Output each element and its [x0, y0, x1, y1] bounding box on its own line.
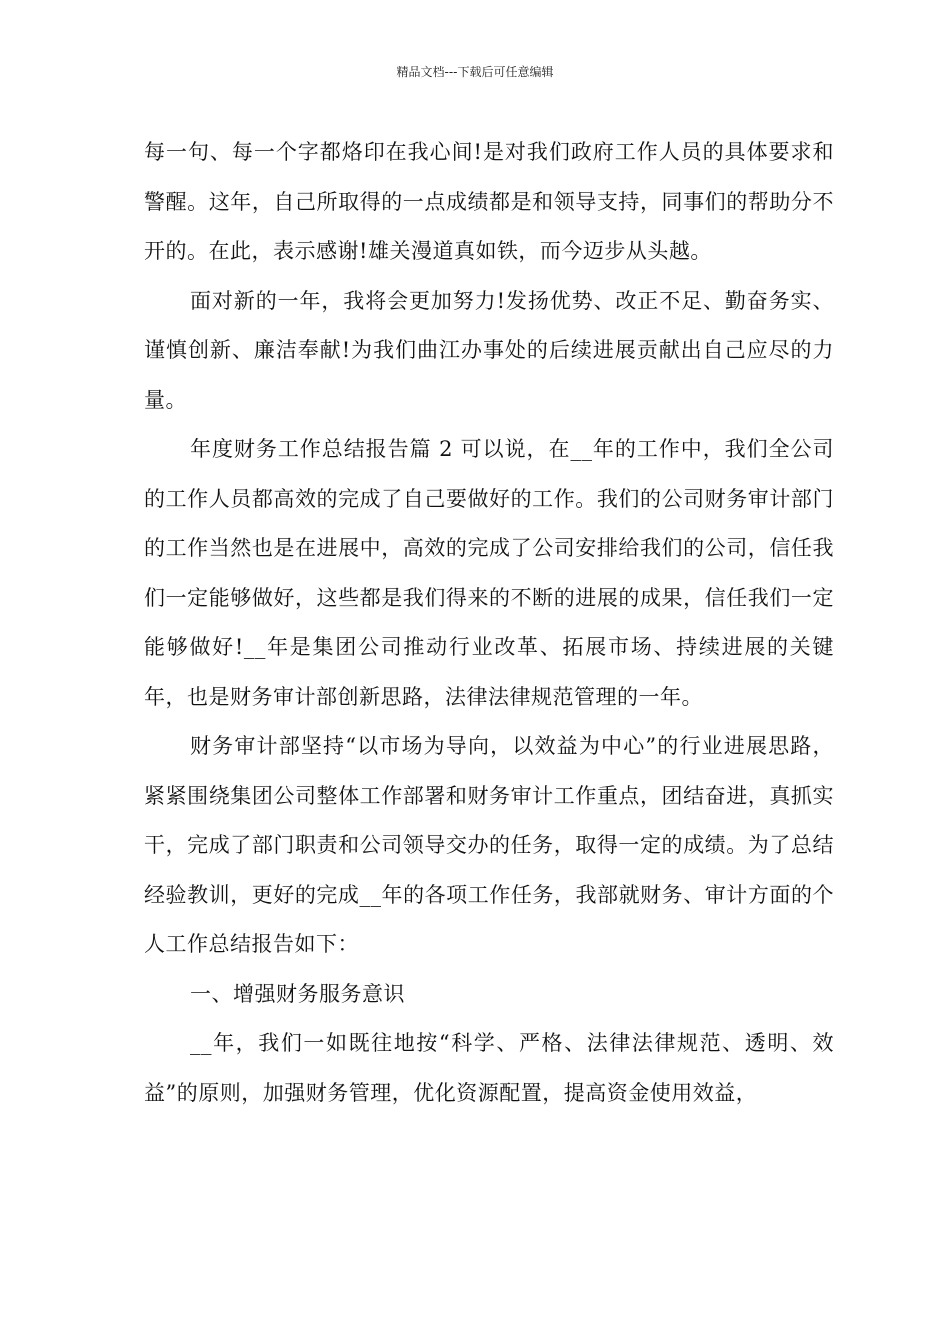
- paragraph-report-part-2-intro: 年度财务工作总结报告篇 2 可以说，在__年的工作中，我们全公司的工作人员都高效的完成了自己要做好的工作。我们的公司财务审计部门的工作当然也是在进展中，高效的完成了公司安排给我们的公司，信任我们一定能够做好，这些都是我们得来的不断的进展的成果，信任我们一定能够做好!__年是集团公司推动行业改革、拓展市场、持续进展的关键年，也是财务审计部创新思路，法律法律规范管理的一年。: [144, 437, 834, 709]
- paragraph-new-year-resolution: 面对新的一年，我将会更加努力!发扬优势、改正不足、勤奋务实、谨慎创新、廉洁奉献!为我们曲江办事处的后续进展贡献出自己应尽的力量。: [144, 288, 834, 412]
- page-header: 精品文档---下载后可任意编辑: [396, 65, 554, 79]
- section-heading-service-awareness: 一、增强财务服务意识: [190, 981, 405, 1006]
- document-body: [144, 128, 834, 1118]
- paragraph-department-summary: 财务审计部坚持“以市场为导向，以效益为中心”的行业进展思路，紧紧围绕集团公司整体工作部署和财务审计工作重点，团结奋进，真抓实干，完成了部门职责和公司领导交办的任务，取得一定的成绩。为了总结经验教训，更好的完成__年的各项工作任务，我部就财务、审计方面的个人工作总结报告如下：: [144, 734, 834, 956]
- paragraph-gratitude: 每一句、每一个字都烙印在我心间!是对我们政府工作人员的具体要求和警醒。这年，自己所取得的一点成绩都是和领导支持，同事们的帮助分不开的。在此，表示感谢!雄关漫道真如铁，而今迈步从头越。: [144, 140, 834, 263]
- paragraph-financial-principles: __年，我们一如既往地按“科学、严格、法律法律规范、透明、效益”的原则，加强财务管理，优化资源配置，提高资金使用效益，: [144, 1031, 834, 1105]
